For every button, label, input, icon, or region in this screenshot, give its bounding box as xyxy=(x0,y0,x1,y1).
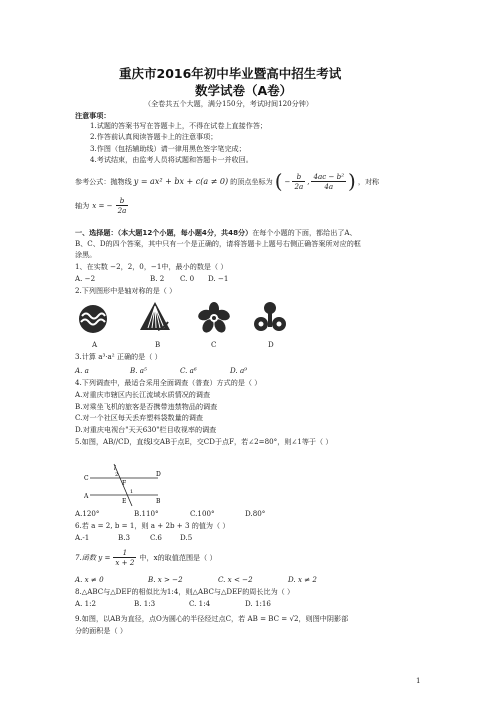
formula-line: 参考公式：抛物线 y = ax² + bx + c(a ≠ 0) 的顶点坐标为 ( − $\frac{b}{2a}$ , $\frac{\text{4ac − b²}}{4a}$ ) ，对称 xyxy=(75,169,380,193)
vertex-close-paren: ) xyxy=(348,169,356,193)
q1-option-b: B. 2 xyxy=(150,274,165,283)
section1-intro-2: B、C、D的四个答案，其中只有一个是正确的，请将答题卡上题号右侧正确答案所对应的框 xyxy=(75,239,361,248)
fig-label-1: 1 xyxy=(130,489,134,495)
vertex-open-paren: ( xyxy=(274,169,283,193)
formula-expr: y = ax² + bx + c(a ≠ 0) xyxy=(133,176,229,186)
q5-option-d: D.80° xyxy=(245,509,266,518)
axis-line xyxy=(75,196,128,215)
vertex-frac-2: $\frac{\text{4ac − b²}}{4a}$ xyxy=(313,171,345,191)
q7-option-a: A. x ≠ 0 xyxy=(75,575,104,584)
fig-label-2: 2 xyxy=(115,472,119,478)
section1-intro-3: 涂黑。 xyxy=(75,250,97,259)
q7-option-b: B. x > −2 xyxy=(148,575,183,584)
fig-label-f: F xyxy=(122,480,127,487)
q7-stem xyxy=(75,548,217,567)
q3-option-b: B. a⁵ xyxy=(130,366,147,375)
axis-frac: $\frac{b}{2a}$ xyxy=(117,196,127,215)
flower-logo-icon xyxy=(198,302,230,334)
q4-option-d: D.对重庆电视台"天天630"栏目收视率的调查 xyxy=(75,425,217,434)
wave-logo-icon xyxy=(78,304,108,334)
section1-heading: 一、选择题：（本大题12个小题，每小题4分，共48分） xyxy=(75,228,253,237)
notes-heading: 注意事项： xyxy=(75,111,111,120)
note-item: 4.考试结束，由监考人员将试题和答题卡一并收回。 xyxy=(90,155,253,164)
formula-lead: 参考公式：抛物线 xyxy=(75,176,132,186)
note-item: 1.试题的答案书写在答题卡上，不得在试卷上直接作答； xyxy=(90,121,268,130)
section1-intro: 在每个小题的下面，都给出了A、 xyxy=(252,228,357,237)
q1-stem: 1、在实数 −2，2，0，−1中，最小的数是（ ） xyxy=(75,262,228,271)
q9-line-1: 9.如图，以AB为直径，点O为圆心的半径经过点C，若 AB = BC = √2，则图中阴影部 xyxy=(75,614,349,623)
q7-tail: 中，x的取值范围是（ ） xyxy=(139,553,217,562)
q7-option-c: C. x < −2 xyxy=(218,575,253,584)
exam-subtitle: 数学试卷（A卷） xyxy=(195,83,293,98)
q5-stem: 5.如图，AB//CD，直线l交AB于点E，交CD于点F，若∠2=80°，则∠1等于（ ） xyxy=(75,437,333,446)
q6-option-a: A.-1 xyxy=(75,533,90,542)
fig-label-d: D xyxy=(156,471,161,478)
q6-option-c: C.6 xyxy=(150,533,162,542)
vertex-frac-1: $\frac{b}{2a}$ xyxy=(294,171,304,191)
shell-logo-icon xyxy=(138,300,172,334)
q3-option-a: A. a xyxy=(75,366,89,375)
q4-option-b: B.对乘坐飞机的旅客是否携带违禁物品的调查 xyxy=(75,402,218,411)
q2-label-b: B xyxy=(155,340,161,349)
page-number: 1 xyxy=(416,676,421,685)
q1-option-a: A. −2 xyxy=(75,274,96,283)
fig-label-c: C xyxy=(84,475,89,482)
q5-parallel-lines-figure xyxy=(84,458,164,508)
q1-option-c: C. 0 xyxy=(180,274,195,283)
q4-option-a: A.对重庆市辖区内长江流域水质情况的调查 xyxy=(75,390,211,399)
q2-label-a: A xyxy=(92,340,98,349)
q8-option-a: A. 1:2 xyxy=(75,599,97,608)
exam-title: 重庆市2016年初中毕业暨高中招生考试 xyxy=(119,66,342,81)
q5-option-c: C.100° xyxy=(190,509,215,518)
section1-heading-line xyxy=(75,228,357,237)
fig-label-a: A xyxy=(84,493,89,500)
fig-label-b: B xyxy=(156,498,161,505)
q2-stem: 2.下列图形中是轴对称的是（ ） xyxy=(75,286,177,295)
q7-lead: 7.函数 y = xyxy=(75,553,111,562)
q2-label-d: D xyxy=(268,340,274,349)
q8-option-b: B. 1:3 xyxy=(134,599,156,608)
q3-stem: 3.计算 a³·a² 正确的是（ ） xyxy=(75,352,162,361)
q8-stem: 8.△ABC与△DEF的相似比为1:4，则△ABC与△DEF的周长比为（ ） xyxy=(75,587,295,596)
q7-option-d: D. x ≠ 2 xyxy=(288,575,317,584)
q4-option-c: C.对一个社区每天丢弃塑料袋数量的调查 xyxy=(75,413,204,422)
q6-option-b: B.3 xyxy=(118,533,130,542)
fig-label-l: l xyxy=(114,465,116,472)
q5-option-b: B.110° xyxy=(134,509,159,518)
axis-lead: 轴为 xyxy=(75,201,90,210)
q1-option-d: D. −1 xyxy=(208,274,229,283)
fig-label-e: E xyxy=(122,498,127,505)
q4-stem: 4.下列调查中，最适合采用全面调查（普查）方式的是（ ） xyxy=(75,378,262,387)
note-item: 3.作图（包括辅助线）请一律用黑色签字笔完成； xyxy=(90,144,246,153)
q8-option-d: D. 1:16 xyxy=(245,599,271,608)
q5-option-a: A.120° xyxy=(75,509,100,518)
rings-logo-icon xyxy=(253,301,287,334)
q7-fraction: $\frac{1}{x + 2}$ xyxy=(115,548,135,567)
q6-stem: 6.若 a = 2, b = 1，则 a + 2b + 3 的值为（ ） xyxy=(75,521,230,530)
q6-option-d: D.5 xyxy=(180,533,193,542)
note-item: 2.作答前认真阅读答题卡上的注意事项； xyxy=(90,132,218,141)
formula-mid: 的顶点坐标为 xyxy=(230,176,273,186)
q3-option-c: C. a⁶ xyxy=(180,366,197,375)
q2-label-c: C xyxy=(211,340,217,349)
axis-expr: x = − xyxy=(92,201,113,210)
exam-info: （全卷共五个大题，满分150分，考试时间120分钟） xyxy=(144,99,313,108)
q3-option-d: D. a⁹ xyxy=(230,366,248,375)
q9-line-2: 分的面积是（ ） xyxy=(75,626,127,635)
q8-option-c: C. 1:4 xyxy=(189,599,211,608)
formula-tail: ，对称 xyxy=(357,176,380,186)
